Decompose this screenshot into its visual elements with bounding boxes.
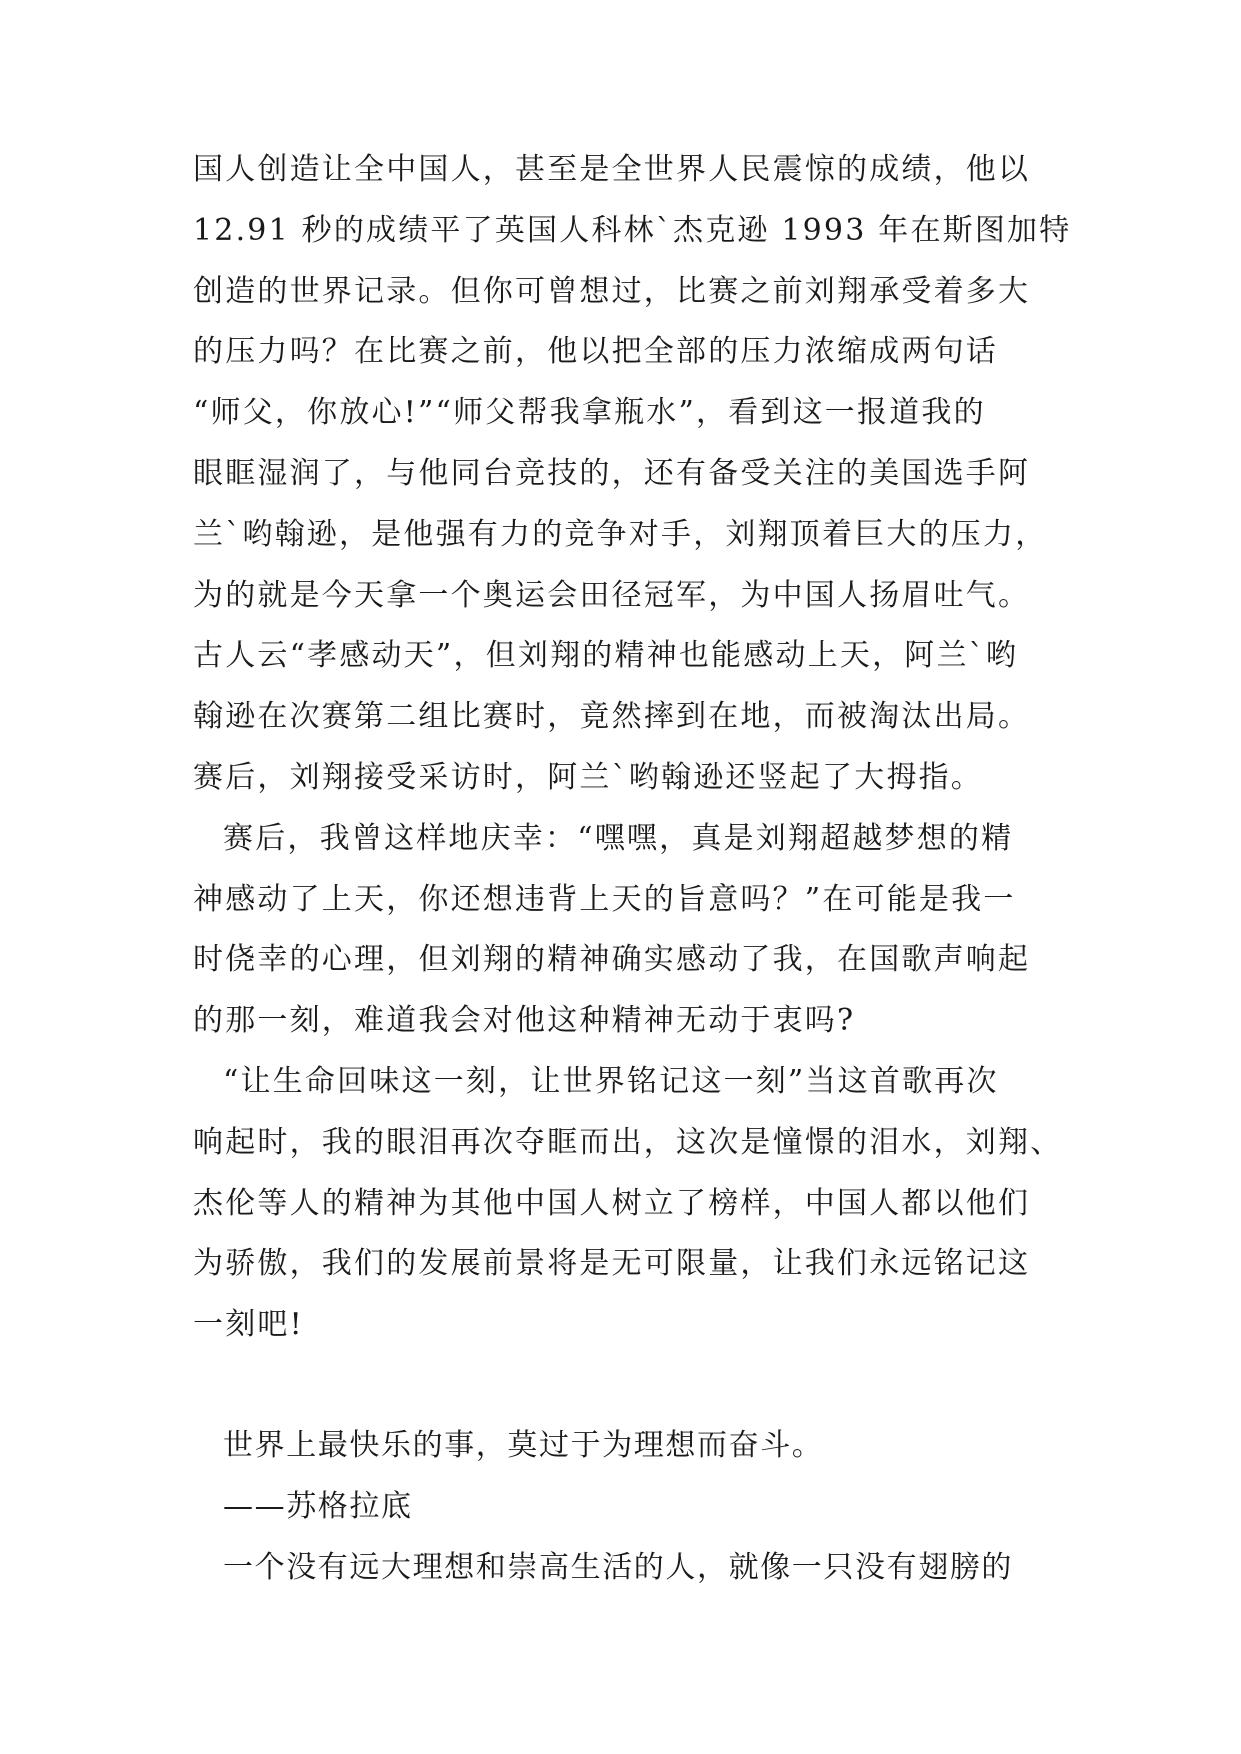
essay-body [193, 152, 1073, 1343]
essay-line: 创造的世界记录。但你可曾想过，比赛之前刘翔承受着多大 [193, 273, 1031, 309]
essay-line: 响起时，我的眼泪再次夺眶而出，这次是憧憬的泪水，刘翔、 [193, 1124, 1063, 1160]
essay-line: 为骄傲，我们的发展前景将是无可限量，让我们永远铭记这 [193, 1246, 1031, 1282]
essay-line: “师父，你放心!”“师父帮我拿瓶水”，看到这一报道我的 [193, 395, 986, 431]
essay-paragraph-start: 赛后，我曾这样地庆幸：“嘿嘿，真是刘翔超越梦想的精 [223, 820, 1014, 856]
essay-line: 神感动了上天，你还想违背上天的旨意吗？”在可能是我一 [193, 881, 1016, 917]
essay-line: 的压力吗？在比赛之前，他以把全部的压力浓缩成两句话 [193, 334, 998, 370]
essay-line: 的那一刻，难道我会对他这种精神无动于衷吗? [193, 1003, 856, 1039]
essay-line: 赛后，刘翔接受采访时，阿兰`哟翰逊还竖起了大拇指。 [193, 759, 983, 795]
section-gap [193, 1371, 1073, 1431]
essay-line: 时侥幸的心理，但刘翔的精神确实感动了我，在国歌声响起 [193, 942, 1031, 978]
quote-text: 世界上最快乐的事，莫过于为理想而奋斗。 [223, 1427, 824, 1463]
essay-line: 一刻吧! [193, 1307, 304, 1343]
essay-line: 12.91 秒的成绩平了英国人科林`杰克逊 1993 年在斯图加特 [193, 212, 1072, 248]
essay-line: 杰伦等人的精神为其他中国人树立了榜样，中国人都以他们 [193, 1185, 1031, 1221]
essay-line: 国人创造让全中国人，甚至是全世界人民震惊的成绩，他以 [193, 152, 1031, 187]
quotes-section [193, 1427, 1073, 1585]
essay-line: 兰`哟翰逊，是他强有力的竞争对手，刘翔顶着巨大的压力， [193, 516, 1048, 552]
essay-line: 翰逊在次赛第二组比赛时，竟然摔到在地，而被淘汰出局。 [193, 699, 1031, 735]
essay-line: 眼眶湿润了，与他同台竞技的，还有备受关注的美国选手阿 [193, 455, 1031, 491]
document-page [193, 152, 1073, 1613]
quote-text: 一个没有远大理想和崇高生活的人，就像一只没有翅膀的 [223, 1549, 1013, 1585]
essay-paragraph-start: “让生命回味这一刻，让世界铭记这一刻”当这首歌再次 [223, 1063, 999, 1099]
quote-author: ——苏格拉底 [223, 1488, 413, 1524]
essay-line: 古人云“孝感动天”，但刘翔的精神也能感动上天，阿兰`哟 [193, 638, 1019, 674]
essay-line: 为的就是今天拿一个奥运会田径冠军，为中国人扬眉吐气。 [193, 577, 1031, 613]
